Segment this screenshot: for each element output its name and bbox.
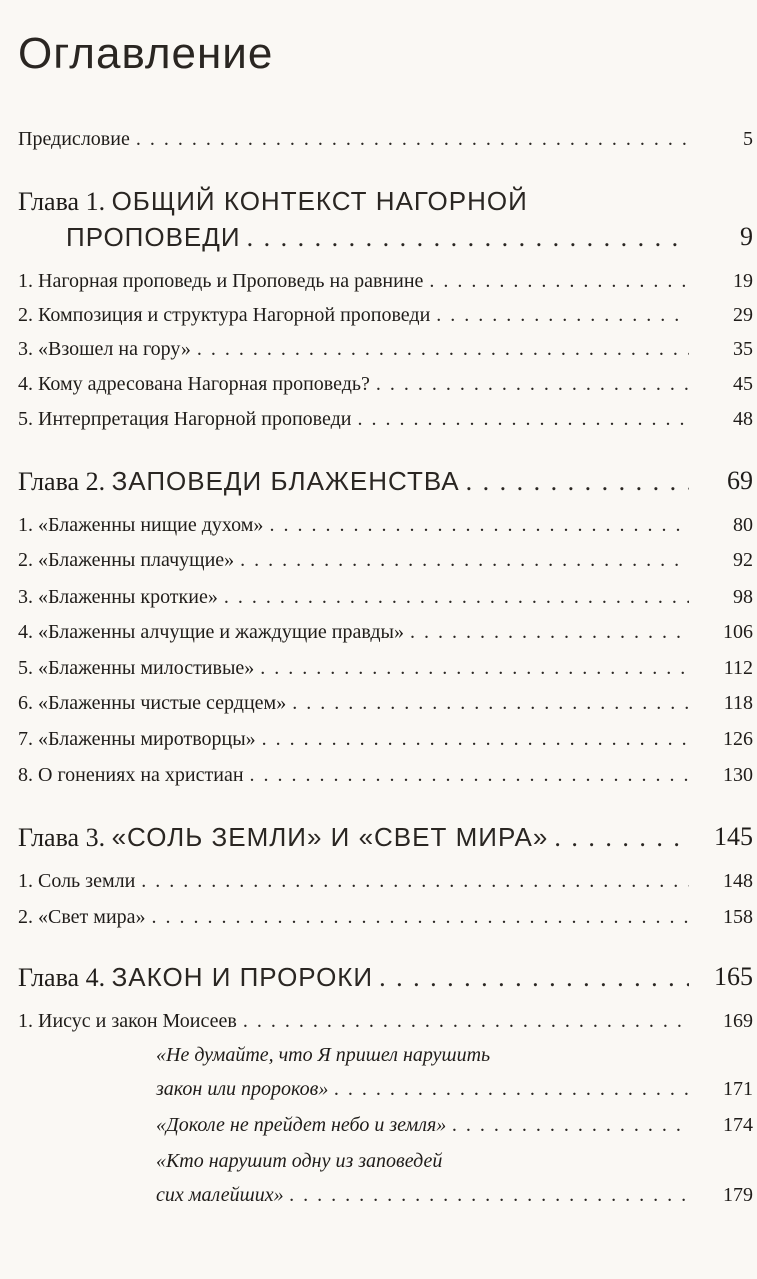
leader-dots — [379, 963, 689, 993]
chapter-title: «СОЛЬ ЗЕМЛИ» И «СВЕТ МИРА» — [111, 822, 549, 852]
toc-entry-label: 3. «Взошел на гору» — [18, 338, 191, 360]
toc-entry-page: 98 — [733, 586, 753, 608]
toc-entry-label: 7. «Блаженны миротворцы» — [18, 728, 256, 750]
toc-entry-label: 2. Композиция и структура Нагорной проповеди — [18, 304, 431, 326]
toc-entry-page: 106 — [723, 621, 753, 643]
toc-chapter-4 — [18, 962, 753, 993]
toc-subentry-line1: «Кто нарушит одну из заповедей — [156, 1150, 443, 1172]
leader-dots — [466, 467, 689, 497]
leader-dots — [250, 764, 689, 787]
chapter-number: Глава 2. — [18, 467, 106, 496]
leader-dots — [429, 270, 689, 293]
toc-entry — [18, 621, 753, 644]
toc-entry-label: 6. «Блаженны чистые сердцем» — [18, 692, 287, 714]
leader-dots — [240, 549, 689, 572]
leader-dots — [554, 823, 689, 853]
toc-entry-page: 171 — [723, 1078, 753, 1100]
toc-entry-label: 5. «Блаженны милостивые» — [18, 657, 255, 679]
toc-entry-label: 4. Кому адресована Нагорная проповедь? — [18, 373, 370, 395]
leader-dots — [247, 223, 689, 253]
toc-entry — [18, 1010, 753, 1033]
chapter-number: Глава 4. — [18, 963, 106, 992]
chapter-number: Глава 1. — [18, 187, 106, 216]
toc-entry-page: 35 — [733, 338, 753, 360]
leader-dots — [243, 1010, 689, 1033]
toc-entry-page: 165 — [714, 962, 753, 991]
leader-dots — [224, 586, 689, 609]
toc-entry — [18, 338, 753, 361]
toc-entry-preface — [18, 128, 753, 151]
leader-dots — [290, 1184, 689, 1207]
toc-entry-label: 1. Соль земли — [18, 870, 136, 892]
chapter-title: ЗАПОВЕДИ БЛАЖЕНСТВА — [111, 466, 460, 496]
leader-dots — [436, 304, 689, 327]
toc-entry-page: 45 — [733, 373, 753, 395]
toc-subentry — [156, 1184, 753, 1207]
toc-entry-label: 5. Интерпретация Нагорной проповеди — [18, 408, 352, 430]
chapter-title-continued: ПРОПОВЕДИ — [66, 222, 241, 252]
toc-entry-page: 5 — [743, 128, 753, 150]
toc-entry — [18, 870, 753, 893]
toc-entry — [18, 692, 753, 715]
toc-subentry-label: «Доколе не прейдет небо и земля» — [156, 1114, 447, 1136]
toc-entry — [18, 373, 753, 396]
toc-entry-label: 1. Иисус и закон Моисеев — [18, 1010, 237, 1032]
chapter-title: ОБЩИЙ КОНТЕКСТ НАГОРНОЙ — [111, 186, 528, 216]
toc-entry-page: 158 — [723, 906, 753, 928]
toc-entry-label: 1. «Блаженны нищие духом» — [18, 514, 264, 536]
leader-dots — [334, 1078, 689, 1101]
page-title: Оглавление — [18, 29, 274, 78]
leader-dots — [292, 692, 689, 715]
toc-entry — [18, 586, 753, 609]
chapter-title: ЗАКОН И ПРОРОКИ — [111, 962, 374, 992]
leader-dots — [262, 728, 689, 751]
toc-chapter-2 — [18, 466, 753, 497]
toc-entry-page: 112 — [723, 657, 753, 679]
toc-entry-page: 179 — [723, 1184, 753, 1206]
leader-dots — [452, 1114, 689, 1137]
toc-chapter-1-line2 — [66, 222, 753, 253]
toc-subentry-label: закон или пророков» — [156, 1078, 329, 1100]
leader-dots — [136, 128, 689, 151]
toc-entry — [18, 270, 753, 293]
toc-entry-label: 2. «Свет мира» — [18, 906, 146, 928]
toc-entry — [18, 906, 753, 929]
chapter-number: Глава 3. — [18, 823, 106, 852]
leader-dots — [376, 373, 689, 396]
toc-entry-label: 2. «Блаженны плачущие» — [18, 549, 235, 571]
toc-entry — [18, 764, 753, 787]
toc-entry — [18, 304, 753, 327]
toc-entry-page: 80 — [733, 514, 753, 536]
toc-entry — [18, 514, 753, 537]
toc-entry-page: 130 — [723, 764, 753, 786]
leader-dots — [197, 338, 689, 361]
toc-entry-page: 29 — [733, 304, 753, 326]
toc-entry-page: 9 — [740, 222, 753, 251]
toc-entry — [18, 728, 753, 751]
toc-entry-page: 118 — [723, 692, 753, 714]
toc-entry-page: 69 — [727, 466, 753, 495]
leader-dots — [269, 514, 689, 537]
toc-entry-page: 169 — [723, 1010, 753, 1032]
toc-entry-page: 48 — [733, 408, 753, 430]
toc-entry-page: 148 — [723, 870, 753, 892]
toc-subentry-line1: «Не думайте, что Я пришел нарушить — [156, 1044, 491, 1066]
toc-entry — [18, 657, 753, 680]
toc-entry-page: 19 — [733, 270, 753, 292]
toc-entry — [18, 408, 753, 431]
leader-dots — [410, 621, 689, 644]
leader-dots — [152, 906, 689, 929]
leader-dots — [357, 408, 689, 431]
toc-entry-label: 3. «Блаженны кроткие» — [18, 586, 218, 608]
toc-entry-label: 8. О гонениях на христиан — [18, 764, 244, 786]
toc-entry-label: 4. «Блаженны алчущие и жаждущие правды» — [18, 621, 404, 643]
toc-entry — [18, 549, 753, 572]
toc-entry-page: 174 — [723, 1114, 753, 1136]
toc-entry-page: 145 — [714, 822, 753, 851]
leader-dots — [260, 657, 689, 680]
toc-subentry — [156, 1078, 753, 1101]
toc-subentry-label: сих малейших» — [156, 1184, 284, 1206]
leader-dots — [141, 870, 689, 893]
toc-subentry — [156, 1114, 753, 1137]
toc-entry-label: Предисловие — [18, 128, 130, 150]
toc-entry-label: 1. Нагорная проповедь и Проповедь на равнине — [18, 270, 424, 292]
toc-entry-page: 126 — [723, 728, 753, 750]
toc-chapter-1-line1 — [18, 186, 695, 217]
toc-entry-page: 92 — [733, 549, 753, 571]
toc-chapter-3 — [18, 822, 753, 853]
